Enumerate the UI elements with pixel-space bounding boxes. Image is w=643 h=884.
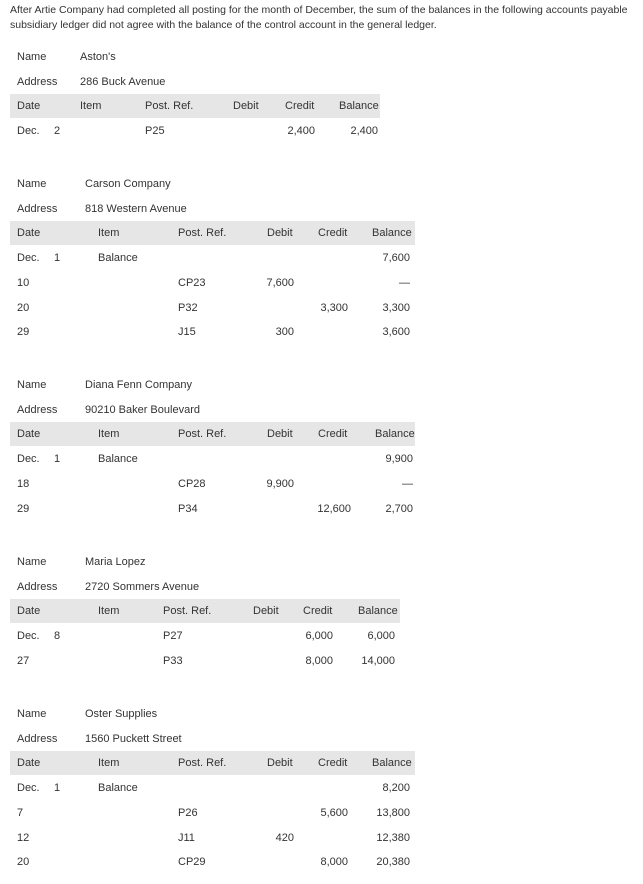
account-address: 1560 Puckett Street <box>85 732 182 745</box>
header-credit: Credit <box>318 227 348 240</box>
header-debit: Debit <box>267 227 293 240</box>
entry-post-ref: CP29 <box>178 856 206 869</box>
entry-date: Dec. <box>17 630 40 643</box>
header-debit: Debit <box>267 428 293 441</box>
name-label: Name <box>17 379 47 391</box>
header-balance: Balance <box>375 428 415 441</box>
header-debit: Debit <box>253 605 279 618</box>
address-row <box>0 70 643 94</box>
entry-post-ref: P27 <box>163 630 183 643</box>
entry-date: Dec. <box>17 453 40 466</box>
account-address: 2720 Sommers Avenue <box>85 580 200 593</box>
account-name: Oster Supplies <box>85 708 158 720</box>
ledger-entry-row <box>0 649 643 673</box>
name-row <box>0 373 643 397</box>
entry-post-ref: P34 <box>178 502 198 515</box>
entry-debit: 300 <box>275 326 294 339</box>
entry-credit: 8,000 <box>320 856 348 869</box>
header-date: Date <box>17 605 41 618</box>
header-background <box>10 94 380 118</box>
account-name: Maria Lopez <box>85 556 146 568</box>
ledger-entry-row <box>0 776 643 800</box>
entry-post-ref: CP23 <box>178 276 206 289</box>
entry-balance: — <box>402 477 413 490</box>
entry-balance: 2,400 <box>350 125 378 138</box>
address-label: Address <box>17 580 58 593</box>
address-row <box>0 398 643 422</box>
entry-balance: 14,000 <box>361 654 395 667</box>
header-date: Date <box>17 428 41 441</box>
entry-balance: 13,800 <box>376 806 410 819</box>
entry-debit: 420 <box>275 831 294 844</box>
entry-post-ref: P32 <box>178 301 198 314</box>
account-name: Carson Company <box>85 178 171 190</box>
account-name: Aston's <box>80 51 116 63</box>
entry-post-ref: P25 <box>145 125 165 138</box>
entry-balance: — <box>399 276 410 289</box>
name-label: Name <box>17 178 47 190</box>
account-address: 818 Western Avenue <box>85 202 187 215</box>
entry-date: 27 <box>17 654 30 667</box>
name-row <box>0 550 643 574</box>
entry-day: 1 <box>54 782 61 795</box>
entry-date: 29 <box>17 326 30 339</box>
name-label: Name <box>17 708 47 720</box>
ledger-header <box>0 599 643 623</box>
name-label: Name <box>17 51 47 63</box>
header-credit: Credit <box>285 100 315 113</box>
name-label: Name <box>17 556 47 568</box>
entry-day: 1 <box>54 453 61 466</box>
entry-date: 18 <box>17 477 30 490</box>
ledger-header <box>0 221 643 245</box>
entry-debit: 7,600 <box>266 276 294 289</box>
entry-post-ref: P26 <box>178 806 198 819</box>
entry-date: 7 <box>17 806 24 819</box>
entry-credit: 12,600 <box>317 502 351 515</box>
header-credit: Credit <box>318 428 348 441</box>
header-balance: Balance <box>372 227 412 240</box>
name-row <box>0 45 643 69</box>
ledger-entry-row <box>0 296 643 320</box>
entry-day: 1 <box>54 252 61 265</box>
ledger-entry-row <box>0 119 643 143</box>
entry-day: 8 <box>54 630 61 643</box>
entry-balance: 6,000 <box>367 630 395 643</box>
entry-balance: 3,600 <box>382 326 410 339</box>
ledger-entry-row <box>0 472 643 496</box>
entry-item: Balance <box>98 453 138 466</box>
address-row <box>0 197 643 221</box>
header-item: Item <box>98 605 120 618</box>
header-post-ref: Post. Ref. <box>178 227 227 240</box>
header-post-ref: Post. Ref. <box>178 428 227 441</box>
ledger-entry-row <box>0 497 643 521</box>
entry-post-ref: J11 <box>178 831 195 844</box>
entry-balance: 7,600 <box>382 252 410 265</box>
entry-post-ref: P33 <box>163 654 183 667</box>
entry-date: Dec. <box>17 252 40 265</box>
account-address: 286 Buck Avenue <box>80 75 166 88</box>
entry-date: 10 <box>17 276 30 289</box>
entry-credit: 3,300 <box>320 301 348 314</box>
entry-credit: 5,600 <box>320 806 348 819</box>
header-post-ref: Post. Ref. <box>145 100 194 113</box>
entry-date: Dec. <box>17 125 40 138</box>
address-label: Address <box>17 403 58 416</box>
entry-post-ref: J15 <box>178 326 196 339</box>
header-balance: Balance <box>372 757 412 770</box>
name-row <box>0 172 643 196</box>
entry-item: Balance <box>98 782 138 795</box>
ledger-entry-row <box>0 826 643 850</box>
ledger-entry-row <box>0 320 643 344</box>
header-debit: Debit <box>267 757 293 770</box>
header-balance: Balance <box>339 100 379 113</box>
entry-debit: 9,900 <box>266 477 294 490</box>
entry-balance: 8,200 <box>382 782 410 795</box>
entry-credit: 2,400 <box>287 125 315 138</box>
account-name: Diana Fenn Company <box>85 379 193 391</box>
header-post-ref: Post. Ref. <box>163 605 212 618</box>
entry-date: 20 <box>17 856 30 869</box>
entry-date: Dec. <box>17 782 40 795</box>
ledger-entry-row <box>0 271 643 295</box>
header-balance: Balance <box>358 605 398 618</box>
header-debit: Debit <box>233 100 259 113</box>
entry-credit: 6,000 <box>305 630 333 643</box>
ledger-entry-row <box>0 850 643 874</box>
header-date: Date <box>17 100 41 113</box>
entry-post-ref: CP28 <box>178 477 206 490</box>
account-address: 90210 Baker Boulevard <box>85 403 200 416</box>
header-credit: Credit <box>318 757 348 770</box>
name-row <box>0 702 643 726</box>
header-item: Item <box>98 428 120 441</box>
ledger-entry-row <box>0 246 643 270</box>
entry-balance: 2,700 <box>385 502 413 515</box>
address-label: Address <box>17 732 58 745</box>
entry-date: 12 <box>17 831 30 844</box>
ledger-header <box>0 422 643 446</box>
header-item: Item <box>80 100 102 113</box>
address-row <box>0 727 643 751</box>
entry-balance: 12,380 <box>376 831 410 844</box>
ledger-header <box>0 94 643 118</box>
entry-balance: 9,900 <box>385 453 413 466</box>
address-row <box>0 575 643 599</box>
ledger-entry-row <box>0 447 643 471</box>
ledger-header <box>0 751 643 775</box>
ledger-entry-row <box>0 624 643 648</box>
header-date: Date <box>17 227 41 240</box>
entry-balance: 20,380 <box>376 856 410 869</box>
entry-balance: 3,300 <box>382 301 410 314</box>
entry-date: 20 <box>17 301 30 314</box>
ledger-entry-row <box>0 801 643 825</box>
header-item: Item <box>98 757 120 770</box>
instructions-text: After Artie Company had completed all posting for the month of December, the sum of the balances in the following accounts payable subsidiary ledger did not agree with the balance of the control account in the general ledger. <box>10 4 628 31</box>
entry-item: Balance <box>98 252 138 265</box>
entry-credit: 8,000 <box>305 654 333 667</box>
header-item: Item <box>98 227 120 240</box>
header-date: Date <box>17 757 41 770</box>
address-label: Address <box>17 202 58 215</box>
entry-date: 29 <box>17 502 30 515</box>
header-post-ref: Post. Ref. <box>178 757 227 770</box>
entry-day: 2 <box>54 125 61 138</box>
header-credit: Credit <box>303 605 333 618</box>
address-label: Address <box>17 75 58 88</box>
